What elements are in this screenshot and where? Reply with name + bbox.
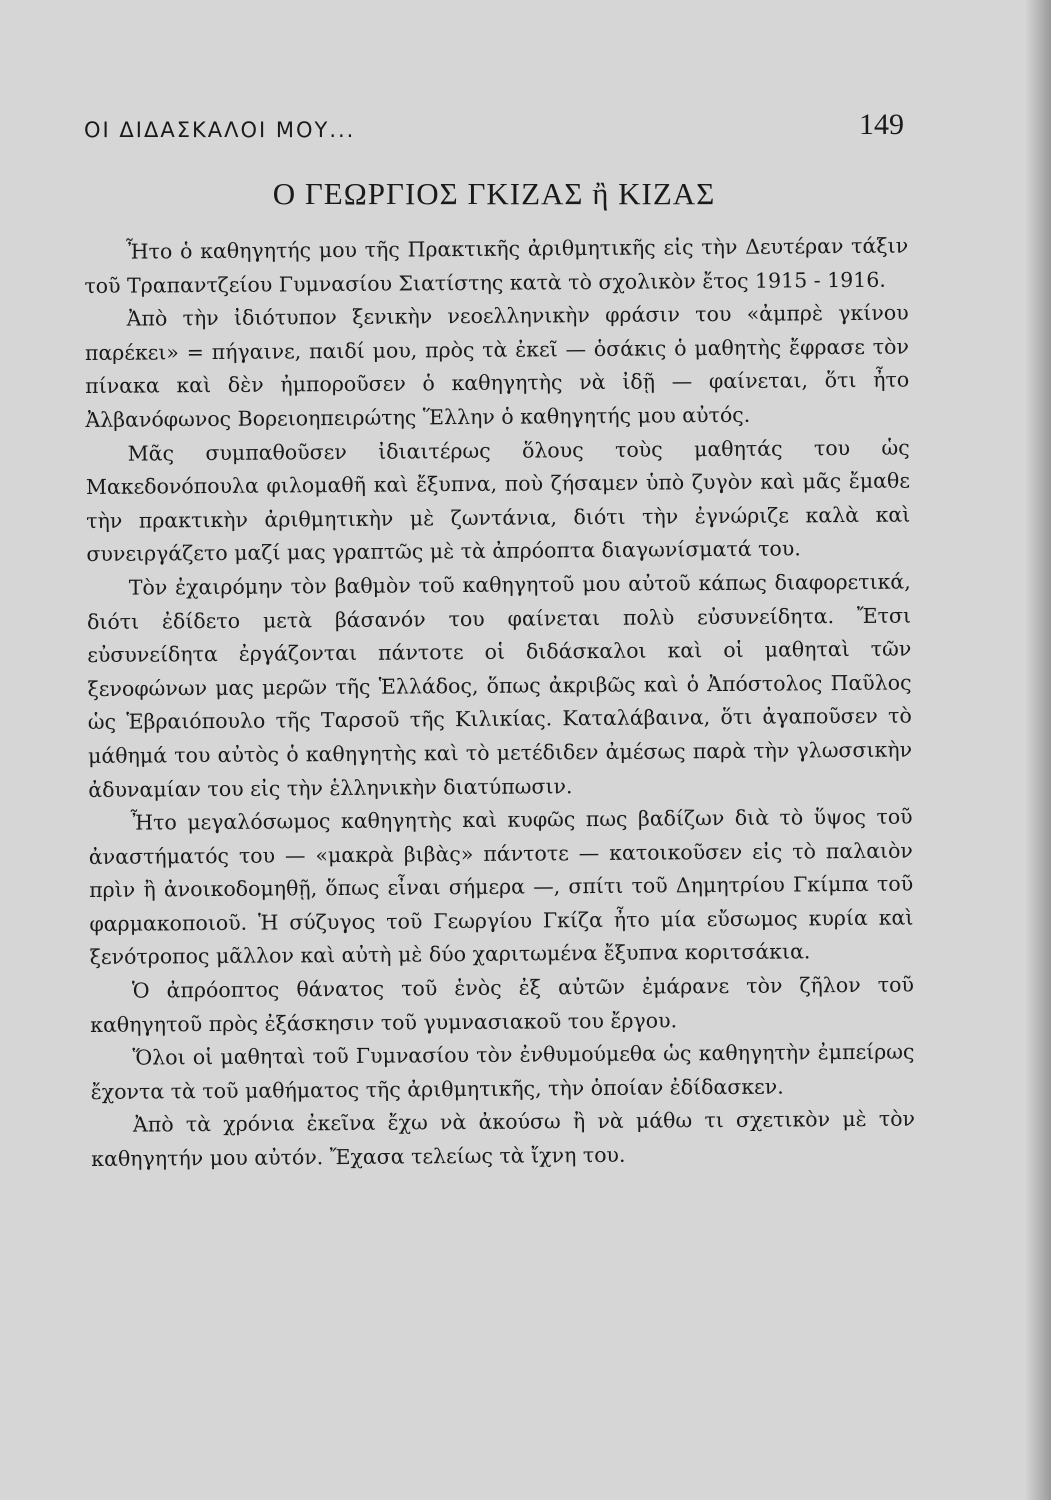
page-edge-shadow [1025, 0, 1051, 1500]
chapter-title: Ο ΓΕΩΡΓΙΟΣ ΓΚΙΖΑΣ ἢ ΚΙΖΑΣ [272, 176, 716, 211]
paragraph: Μᾶς συμπαθοῦσεν ἰδιαιτέρως ὅλους τοὺς μαθητάς του ὡς Μακεδονόπουλα φιλομαθῆ καὶ ἔξυπνα, ποὺ ζήσαμεν ὑπὸ ζυγὸν καὶ μᾶς ἔμαθε τὴν πρακτικὴν ἀριθμητικὴν μὲ ζωντάνια, διότι τὴν ἐγνώριζε καλὰ καὶ συνειργάζετο μαζί μας γραπτῶς μὲ τὰ ἀπρόοπτα διαγωνίσματά του. [85, 435, 911, 567]
paragraph: Ἀπὸ τὴν ἰδιότυπον ξενικὴν νεοελληνικὴν φράσιν του «ἀμπρὲ γκίνου παρέκει» = πήγαινε, παιδί μου, πρὸς τὰ ἐκεῖ — ὁσάκις ὁ μαθητὴς ἔφρασε τὸν πίνακα καὶ δὲν ἠμποροῦσεν ὁ καθηγητὴς νὰ ἰδῇ — φαίνεται, ὅτι ἦτο Ἀλβανόφωνος Βορειοηπειρώτης Ἕλλην ὁ καθηγητής μου αὐτός. [84, 300, 910, 432]
running-header-title: ΟΙ ΔΙΔΑΣΚΑΛΟΙ ΜΟΥ... [84, 118, 356, 142]
paragraph: Ἦτο μεγαλόσωμος καθηγητὴς καὶ κυφῶς πως βαδίζων διὰ τὸ ὕψος τοῦ ἀναστήματός του — «μακρὰ βιβὰς» πάντοτε — κατοικοῦσεν εἰς τὸ παλαιὸν πρὶν ἢ ἀνοικοδομηθῇ, ὅπως εἶναι σήμερα —, σπίτι τοῦ Δημητρίου Γκίμπα τοῦ φαρμακοποιοῦ. Ἡ σύζυγος τοῦ Γεωργίου Γκίζα ἦτο μία εὔσωμος κυρία καὶ ξενότροπος μᾶλλον καὶ αὐτὴ μὲ δύο χαριτωμένα ἔξυπνα κοριτσάκια. [88, 804, 914, 970]
paragraph: Ὁ ἀπρόοπτος θάνατος τοῦ ἑνὸς ἐξ αὐτῶν ἐμάρανε τὸν ζῆλον τοῦ καθηγητοῦ πρὸς ἐξάσκησιν τοῦ γυμνασιακοῦ του ἔργου. [90, 972, 914, 1037]
running-header [84, 108, 904, 148]
body-text [84, 230, 915, 1177]
paragraph: Ἦτο ὁ καθηγητής μου τῆς Πρακτικῆς ἀριθμητικῆς εἰς τὴν Δευτέραν τάξιν τοῦ Τραπαντζείου Γυμνασίου Σιατίστης κατὰ τὸ σχολικὸν ἔτος 1915 - 1916. [84, 233, 909, 298]
paragraph: Ἀπὸ τὰ χρόνια ἐκεῖνα ἔχω νὰ ἀκούσω ἢ νὰ μάθω τι σχετικὸν μὲ τὸν καθηγητήν μου αὐτόν. Ἔχασα τελείως τὰ ἴχνη του. [91, 1106, 916, 1172]
page-number: 149 [859, 108, 904, 141]
paragraph: Τὸν ἐχαιρόμην τὸν βαθμὸν τοῦ καθηγητοῦ μου αὐτοῦ κάπως διαφορετικά, διότι ἐδίδετο μετὰ βάσανόν του φαίνεται πολὺ εὐσυνείδητα. Ἔτσι εὐσυνείδητα ἐργάζονται πάντοτε οἱ διδάσκαλοι καὶ οἱ μαθηταὶ τῶν ξενοφώνων μας μερῶν τῆς Ἑλλάδος, ὅπως ἀκριβῶς καὶ ὁ Ἀπόστολος Παῦλος ὡς Ἑβραιόπουλο τῆς Ταρσοῦ τῆς Κιλικίας. Καταλάβαινα, ὅτι ἀγαποῦσεν τὸ μάθημά του αὐτὸς ὁ καθηγητὴς καὶ τὸ μετέδιδεν ἀμέσως παρὰ τὴν γλωσσικὴν ἀδυναμίαν του εἰς τὴν ἑλληνικὴν διατύπωσιν. [86, 569, 913, 802]
paragraph: Ὅλοι οἱ μαθηταὶ τοῦ Γυμνασίου τὸν ἐνθυμούμεθα ὡς καθηγητὴν ἐμπείρως ἔχοντα τὰ τοῦ μαθήματος τῆς ἀριθμητικῆς, τὴν ὁποίαν ἐδίδασκεν. [90, 1039, 915, 1104]
